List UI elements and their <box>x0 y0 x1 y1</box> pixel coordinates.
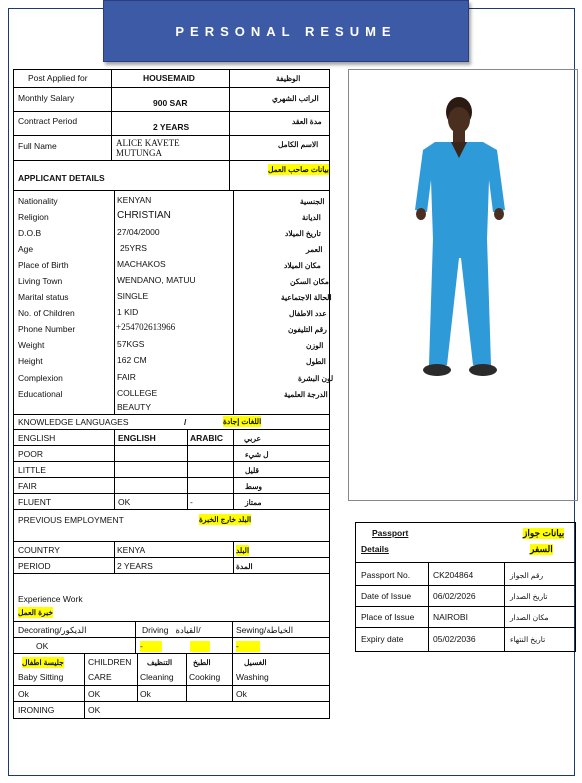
issue-place-value: NAIROBI <box>433 612 468 622</box>
children-value: 1 KID <box>117 307 139 317</box>
phone-label: Phone Number <box>18 324 76 334</box>
passport-ar-2: السفر <box>530 544 553 554</box>
cleaning-value: Ok <box>140 689 151 699</box>
birthplace-value: MACHAKOS <box>117 259 166 269</box>
washing-value: Ok <box>236 689 247 699</box>
baby-sitting-ar: جليسة اطفال <box>22 658 64 667</box>
experience-ar: خبرة العمل <box>18 608 54 617</box>
weight-value: 57KGS <box>117 339 145 349</box>
nationality-label: Nationality <box>18 196 58 206</box>
issue-place-ar: مكان الصدار <box>510 613 549 622</box>
baby-sitting-label: Baby Sitting <box>18 672 64 682</box>
driving-label <box>142 625 201 636</box>
salary-label: Monthly Salary <box>18 93 75 103</box>
children-care-value: OK <box>88 689 101 699</box>
driving-value-mark <box>190 641 210 652</box>
period-value: 2 YEARS <box>117 561 153 571</box>
dob-ar: تاريخ الميلاد <box>285 229 321 238</box>
education-value-2: BEAUTY <box>117 402 152 412</box>
washing-label: Washing <box>236 672 269 682</box>
expiry-ar: تاريخ النتهاء <box>510 635 546 644</box>
contract-value: 2 YEARS <box>153 122 190 132</box>
contract-label: Contract Period <box>18 116 78 126</box>
issue-date-value: 06/02/2026 <box>433 591 476 601</box>
post-applied-label: Post Applied for <box>28 73 88 83</box>
previous-employment-label: PREVIOUS EMPLOYMENT <box>18 515 124 525</box>
lang-fluent-english: OK <box>118 497 131 507</box>
living-town-ar: مكان السكن <box>290 277 329 286</box>
issue-date-label: Date of Issue <box>361 591 412 601</box>
lang-fluent-ar: ممتاز <box>245 498 262 507</box>
ironing-label: IRONING <box>18 705 55 715</box>
nationality-value: KENYAN <box>117 195 152 205</box>
decorating-label <box>18 625 86 636</box>
height-value: 162 CM <box>117 355 147 365</box>
lang-head-english: ENGLISH <box>118 433 156 443</box>
religion-label: Religion <box>18 212 49 222</box>
living-town-value: WENDANO, MATUU <box>117 275 196 285</box>
education-value: COLLEGE <box>117 388 158 398</box>
sewing-value: - <box>236 641 260 652</box>
lang-fair-label: FAIR <box>18 481 37 491</box>
passport-ar-1: بيانات جواز <box>523 528 565 538</box>
washing-ar: الغسيل <box>244 658 267 667</box>
sewing-ar: الخياطة <box>266 625 294 635</box>
complexion-label: Complexion <box>18 373 63 383</box>
passport-no-label: Passport No. <box>361 570 411 580</box>
applicant-details-ar: بيانات صاحب العمل <box>268 165 329 174</box>
issue-date-ar: تاريخ الصدار <box>510 592 548 601</box>
driving-value: - <box>140 641 162 652</box>
lang-head-arabic: ARABIC <box>190 433 224 443</box>
previous-employment-ar: البلد خارج الخبرة <box>199 515 252 524</box>
education-label: Educational <box>18 389 63 399</box>
cooking-label: Cooking <box>189 672 221 682</box>
sewing-en: Sewing/ <box>236 625 267 635</box>
page-title: PERSONAL RESUME <box>175 23 397 39</box>
marital-ar: الحالة الاجتماعية <box>281 293 332 302</box>
cleaning-label: Cleaning <box>140 672 174 682</box>
passport-no-value: CK204864 <box>433 570 474 580</box>
languages-slash: / <box>184 417 187 427</box>
living-town-label: Living Town <box>18 276 63 286</box>
driving-en: Driving <box>142 625 169 635</box>
phone-value: +254702613966 <box>116 322 176 332</box>
dob-label: D.O.B <box>18 228 42 238</box>
cooking-ar: الطبخ <box>193 658 211 667</box>
children-ar: عدد الاطفال <box>289 309 327 318</box>
passport-label-2: Details <box>361 544 389 554</box>
passport-label-1: Passport <box>372 528 409 538</box>
care-label: CARE <box>88 672 112 682</box>
lang-fair-ar: وسط <box>245 482 263 491</box>
complexion-ar: لون البشرة <box>298 374 334 383</box>
decorating-en: Decorating/ <box>18 625 62 635</box>
lang-head-1: ENGLISH <box>18 433 56 443</box>
driving-ar: القيادة/ <box>175 625 201 635</box>
applicant-details-label: APPLICANT DETAILS <box>18 173 105 183</box>
title-banner <box>103 0 469 62</box>
age-ar: العمر <box>306 245 323 254</box>
height-label: Height <box>18 356 43 366</box>
age-label: Age <box>18 244 34 254</box>
phone-ar: رقم التليفون <box>288 325 327 334</box>
expiry-value: 05/02/2036 <box>433 634 476 644</box>
nationality-ar: الجنسية <box>300 197 325 206</box>
cleaning-ar: التنظيف <box>147 658 173 667</box>
country-value: KENYA <box>117 545 146 555</box>
languages-ar: اللغات إجادة <box>223 417 262 426</box>
decorating-value: OK <box>36 641 49 651</box>
contract-ar: مدة العقد <box>292 117 322 126</box>
full-name-value: ALICE KAVETE MUTUNGA <box>116 138 180 158</box>
applicant-photo <box>405 90 515 380</box>
experience-label: Experience Work <box>18 594 83 604</box>
decorating-ar: الديكور <box>61 625 87 635</box>
complexion-value: FAIR <box>117 372 136 382</box>
baby-sitting-value: Ok <box>18 689 29 699</box>
post-applied-ar: الوظيفة <box>276 74 301 83</box>
weight-label: Weight <box>18 340 45 350</box>
lang-fluent-label: FLUENT <box>18 497 52 507</box>
full-name-ar: الاسم الكامل <box>278 140 319 149</box>
marital-value: SINGLE <box>117 291 149 301</box>
lang-poor-ar: ل شيء <box>245 450 269 459</box>
children-label: No. of Children <box>18 308 75 318</box>
languages-label: KNOWLEDGE LANGUAGES <box>18 417 129 427</box>
lang-little-label: LITTLE <box>18 465 46 475</box>
ironing-value: OK <box>88 705 101 715</box>
religion-value: CHRISTIAN <box>117 210 171 221</box>
sewing-label <box>236 625 293 636</box>
passport-no-ar: رقم الجواز <box>510 571 544 580</box>
age-value: 25YRS <box>120 243 147 253</box>
salary-value: 900 SAR <box>153 98 188 108</box>
education-ar: الدرجة العلمية <box>284 390 328 399</box>
lang-little-ar: قليل <box>245 466 260 475</box>
lang-poor-label: POOR <box>18 449 44 459</box>
height-ar: الطول <box>306 357 326 366</box>
expiry-label: Expiry date <box>361 634 404 644</box>
period-label: PERIOD <box>18 561 51 571</box>
lang-head-ar: عربي <box>244 434 261 443</box>
country-label: COUNTRY <box>18 545 60 555</box>
country-ar: البلد <box>236 546 250 555</box>
children-label: CHILDREN <box>88 657 132 667</box>
dob-value: 27/04/2000 <box>117 227 160 237</box>
lang-fluent-arabic: - <box>190 497 193 507</box>
religion-ar: الديانة <box>302 213 321 222</box>
period-ar: المدة <box>236 562 253 571</box>
salary-ar: الراتب الشهري <box>272 94 319 103</box>
marital-label: Marital status <box>18 292 69 302</box>
birthplace-label: Place of Birth <box>18 260 69 270</box>
issue-place-label: Place of Issue <box>361 612 415 622</box>
birthplace-ar: مكان الميلاد <box>284 261 321 270</box>
full-name-label: Full Name <box>18 141 57 151</box>
weight-ar: الوزن <box>306 341 324 350</box>
post-applied-value: HOUSEMAID <box>143 73 195 83</box>
